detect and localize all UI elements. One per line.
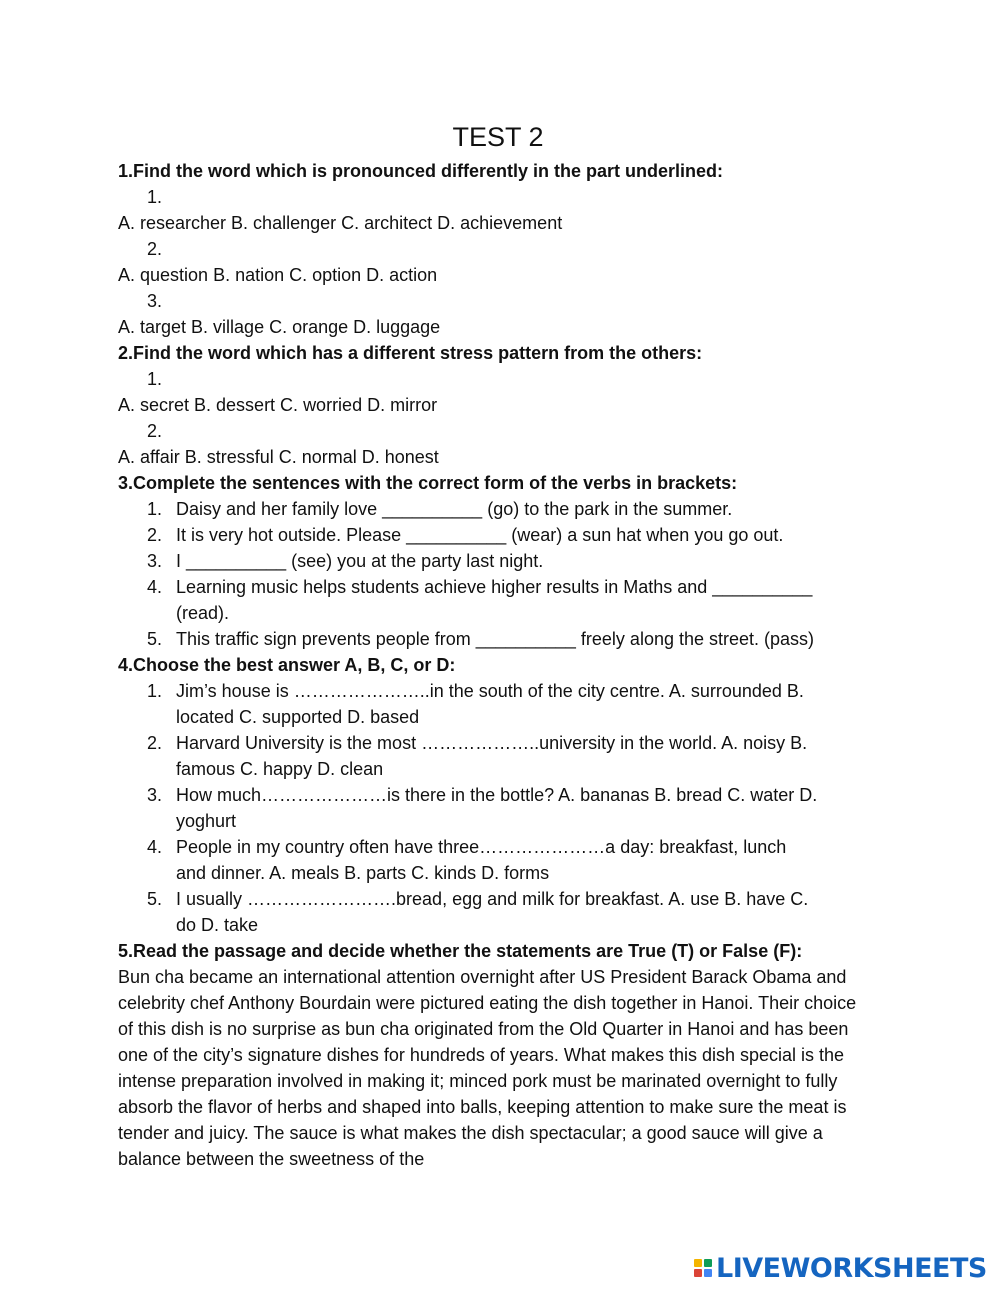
item-text: Daisy and her family love __________ (go) to the park in the summer. [176,499,733,519]
item-text: Learning music helps students achieve higher results in Maths and __________ (read). [176,577,813,623]
section3-list [118,496,878,652]
logo-square [704,1259,712,1267]
question-number: 2. [147,421,163,441]
question-number: 1. [147,369,163,389]
item-text: I usually …………………….bread, egg and milk for breakfast. A. use B. have C. do D. take [176,889,809,935]
logo-text: LIVEWORKSHEETS [716,1252,987,1284]
list-item [118,678,820,730]
section4-list [118,678,820,938]
item-text: Jim’s house is …………………..in the south of the city centre. A. surrounded B. located C. supported D. based [176,681,804,727]
item-text: How much…………………is there in the bottle? A. bananas B. bread C. water D. yoghurt [176,785,818,831]
liveworksheets-logo-icon [694,1259,712,1277]
question-options: A. secret B. dessert C. worried D. mirror [118,395,438,415]
item-text: Harvard University is the most ………………..university in the world. A. noisy B. famous C. happy D. clean [176,733,808,779]
question-number: 1. [147,187,163,207]
list-item [118,730,820,782]
liveworksheets-logo [694,1253,987,1283]
list-item [118,522,878,548]
item-number: 2. [147,733,163,753]
list-item [118,782,820,834]
list-item [118,496,878,522]
section2-heading: 2.Find the word which has a different stress pattern from the others: [118,343,703,363]
item-number: 5. [147,629,163,649]
worksheet-page [118,118,878,1172]
list-item [118,626,878,652]
list-item [118,886,820,938]
question-options: A. target B. village C. orange D. luggage [118,317,441,337]
item-text: People in my country often have three…………………a day: breakfast, lunch and dinner. A. meals B. parts C. kinds D. forms [176,837,787,883]
question-number: 3. [147,291,163,311]
list-item [118,574,862,626]
section3-heading: 3.Complete the sentences with the correct form of the verbs in brackets: [118,473,738,493]
list-item [118,834,820,886]
item-number: 4. [147,577,163,597]
item-number: 1. [147,499,163,519]
logo-square [694,1269,702,1277]
reading-passage: Bun cha became an international attention overnight after US President Barack Obama and celebrity chef Anthony Bourdain were pictured eating the dish together in Hanoi. Their choice of this dish is no surprise as bun cha originated from the Old Quarter in Hanoi and has been one of the city’s signature dishes for hundreds of years. What makes this dish special is the intense preparation involved in making it; minced pork must be marinated overnight to fully absorb the flavor of herbs and shaped into balls, keeping attention to make sure the meat is tender and juicy. The sauce is what makes the dish spectacular; a good sauce will give a balance between the sweetness of the [118,967,857,1169]
section1-heading: 1.Find the word which is pronounced differently in the part underlined: [118,161,724,181]
question-options: A. researcher B. challenger C. architect D. achievement [118,213,563,233]
item-number: 3. [147,785,163,805]
item-text: It is very hot outside. Please __________ (wear) a sun hat when you go out. [176,525,784,545]
item-text: This traffic sign prevents people from __________ freely along the street. (pass) [176,629,815,649]
section5-heading: 5.Read the passage and decide whether the statements are True (T) or False (F): [118,941,803,961]
item-number: 1. [147,681,163,701]
section4-heading: 4.Choose the best answer A, B, C, or D: [118,655,456,675]
item-number: 5. [147,889,163,909]
logo-square [704,1269,712,1277]
list-item [118,548,878,574]
item-number: 3. [147,551,163,571]
item-number: 4. [147,837,163,857]
question-number: 2. [147,239,163,259]
logo-square [694,1259,702,1267]
question-options: A. question B. nation C. option D. action [118,265,438,285]
item-number: 2. [147,525,163,545]
question-options: A. affair B. stressful C. normal D. honest [118,447,439,467]
page-title: TEST 2 [452,122,544,152]
item-text: I __________ (see) you at the party last night. [176,551,544,571]
